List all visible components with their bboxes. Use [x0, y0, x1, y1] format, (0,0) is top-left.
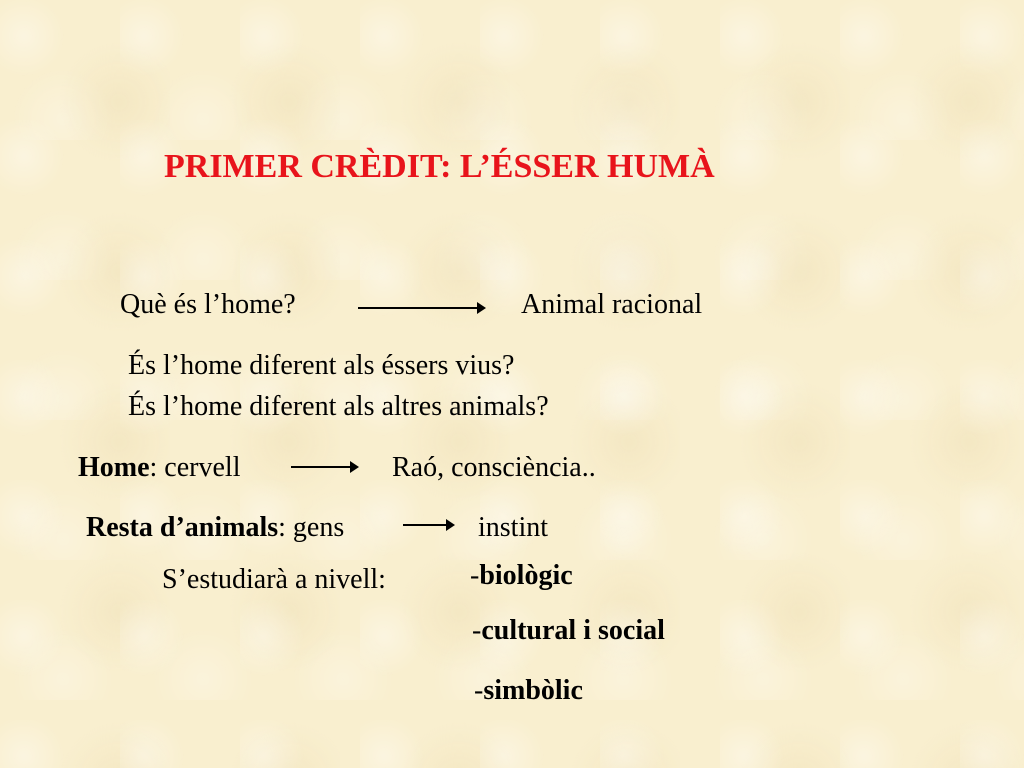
level-item — [470, 562, 573, 590]
study-text: S’estudiarà a nivell: — [162, 564, 386, 595]
home-text: : cervell — [149, 452, 241, 483]
rest-text: : gens — [278, 512, 345, 543]
right-arrow-icon — [291, 461, 359, 473]
question-different-other-animals: És l’home diferent als altres animals? — [128, 391, 549, 422]
question-different-living-beings: És l’home diferent als éssers vius? — [128, 350, 515, 381]
home-line — [78, 454, 240, 482]
level-label: simbòlic — [483, 675, 583, 706]
slide-title: PRIMER CRÈDIT: L’ÉSSER HUMÀ — [164, 148, 715, 185]
level-item — [474, 677, 583, 705]
home-label: Home — [78, 452, 150, 483]
rest-line — [86, 514, 344, 542]
answer-rational-animal: Animal racional — [521, 289, 703, 320]
rest-result: instint — [478, 512, 549, 543]
rest-label: Resta d’animals — [86, 512, 279, 543]
question-what-is-man: Què és l’home? — [120, 289, 296, 320]
right-arrow-icon — [403, 519, 455, 531]
home-result: Raó, consciència.. — [392, 452, 596, 483]
level-dash: - — [470, 560, 480, 591]
right-arrow-icon — [358, 302, 486, 314]
level-dash: - — [472, 615, 482, 646]
level-item — [472, 617, 665, 645]
level-dash: - — [474, 675, 484, 706]
level-label: biològic — [479, 560, 573, 591]
level-label: cultural i social — [481, 615, 665, 646]
